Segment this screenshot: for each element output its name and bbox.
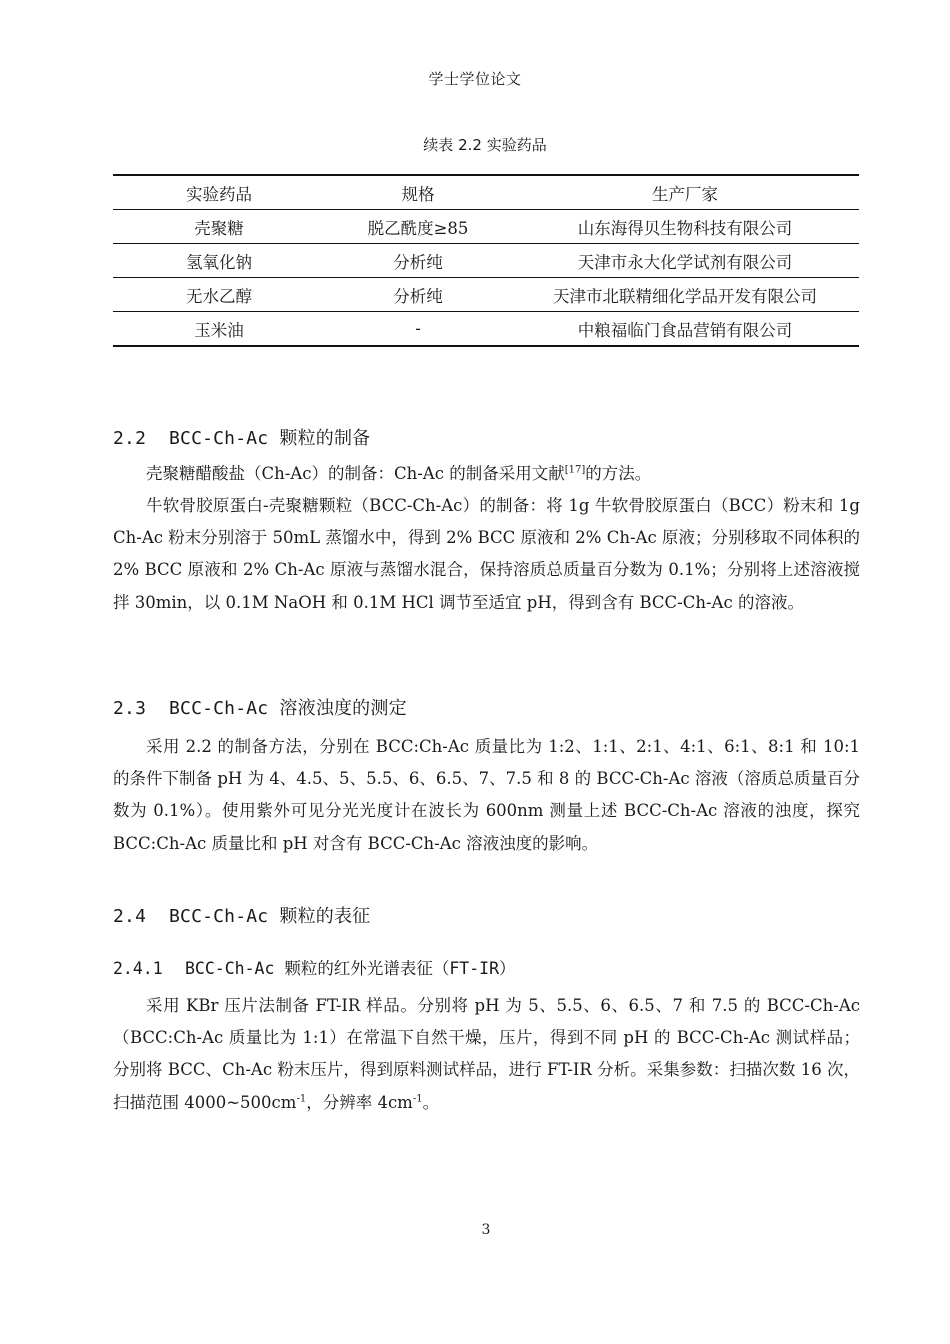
section-heading-2-4 xyxy=(113,902,370,928)
table-cell: 山东海得贝生物科技有限公司 xyxy=(511,210,859,244)
table-cell: 天津市北联精细化学品开发有限公司 xyxy=(511,278,859,312)
section-title: BCC-Ch-Ac 颗粒的红外光谱表征（FT-IR） xyxy=(185,959,516,978)
table-cell: 无水乙醇 xyxy=(113,278,325,312)
paragraph-ftir xyxy=(113,990,860,1119)
paragraph-text: 采用 KBr 压片法制备 FT-IR 样品。分别将 pH 为 5、5.5、6、6.5、7 和 7.5 的 BCC-Ch-Ac（BCC:Ch-Ac 质量比为 1:1）在常温下自然干燥，压片，得到不同 pH 的 BCC-Ch-Ac 测试样品；分别将 BCC、Ch-Ac 粉末压片，得到原料测试样品，进行 FT-IR 分析。采集参数：扫描次数 16 次，扫描范围 4000~500cm xyxy=(113,996,860,1112)
table-row xyxy=(113,278,859,312)
page-number: 3 xyxy=(481,1222,491,1238)
column-header: 规格 xyxy=(325,175,511,210)
table-cell: 中粮福临门食品营销有限公司 xyxy=(511,312,859,347)
section-number: 2.4 xyxy=(113,906,147,927)
table-header-row xyxy=(113,175,859,210)
paragraph-text: ，分辨率 4cm xyxy=(306,1092,413,1112)
section-heading-2-3 xyxy=(113,694,407,720)
table-caption: 续表 2.2 实验药品 xyxy=(423,136,547,154)
subsection-heading-2-4-1 xyxy=(113,955,516,979)
section-title: BCC-Ch-Ac 颗粒的表征 xyxy=(169,906,371,927)
table-row xyxy=(113,210,859,244)
section-number: 2.4.1 xyxy=(113,959,163,978)
table-row xyxy=(113,312,859,347)
table-cell: 天津市永大化学试剂有限公司 xyxy=(511,244,859,278)
section-number: 2.3 xyxy=(113,698,147,719)
section-title: BCC-Ch-Ac 颗粒的制备 xyxy=(169,428,371,449)
table-cell: 氢氧化钠 xyxy=(113,244,325,278)
superscript: -1 xyxy=(296,1093,307,1105)
paragraph-text: 的方法。 xyxy=(585,464,652,483)
table-cell: 分析纯 xyxy=(325,244,511,278)
superscript: -1 xyxy=(412,1093,423,1105)
paragraph-text: 。 xyxy=(422,1092,440,1112)
paragraph-chac-prep xyxy=(113,458,860,490)
table-cell: 脱乙酰度≥85 xyxy=(325,210,511,244)
citation-ref: [17] xyxy=(564,464,586,476)
section-heading-2-2 xyxy=(113,424,370,450)
column-header: 生产厂家 xyxy=(511,175,859,210)
column-header: 实验药品 xyxy=(113,175,325,210)
running-header: 学士学位论文 xyxy=(428,70,522,88)
paragraph-text: 壳聚糖醋酸盐（Ch-Ac）的制备：Ch-Ac 的制备采用文献 xyxy=(146,464,565,483)
paragraph-turbidity: 采用 2.2 的制备方法，分别在 BCC:Ch-Ac 质量比为 1:2、1:1、2:1、4:1、6:1、8:1 和 10:1 的条件下制备 pH 为 4、4.5、5、5.5、6、6.5、7、7.5 和 8 的 BCC-Ch-Ac 溶液（溶质总质量百分数为 0.1%）。使用紫外可见分光光度计在波长为 600nm 测量上述 BCC-Ch-Ac 溶液的浊度，探究 BCC:Ch-Ac 质量比和 pH 对含有 BCC-Ch-Ac 溶液浊度的影响。 xyxy=(113,737,860,853)
table-cell: - xyxy=(325,312,511,347)
paragraph-bcc-chac-prep: 牛软骨胶原蛋白-壳聚糖颗粒（BCC-Ch-Ac）的制备：将 1g 牛软骨胶原蛋白（BCC）粉末和 1g Ch-Ac 粉末分别溶于 50mL 蒸馏水中，得到 2% BCC 原液和 2% Ch-Ac 原液；分别移取不同体积的 2% BCC 原液和 2% Ch-Ac 原液与蒸馏水混合，保持溶质总质量百分数为 0.1%；分别将上述溶液搅拌 30min，以 0.1M NaOH 和 0.1M HCl 调节至适宜 pH，得到含有 BCC-Ch-Ac 的溶液。 xyxy=(113,496,860,612)
section-number: 2.2 xyxy=(113,428,147,449)
table-row xyxy=(113,244,859,278)
table-cell: 分析纯 xyxy=(325,278,511,312)
table-cell: 玉米油 xyxy=(113,312,325,347)
table-cell: 壳聚糖 xyxy=(113,210,325,244)
reagents-table xyxy=(113,174,859,347)
section-title: BCC-Ch-Ac 溶液浊度的测定 xyxy=(169,698,407,719)
